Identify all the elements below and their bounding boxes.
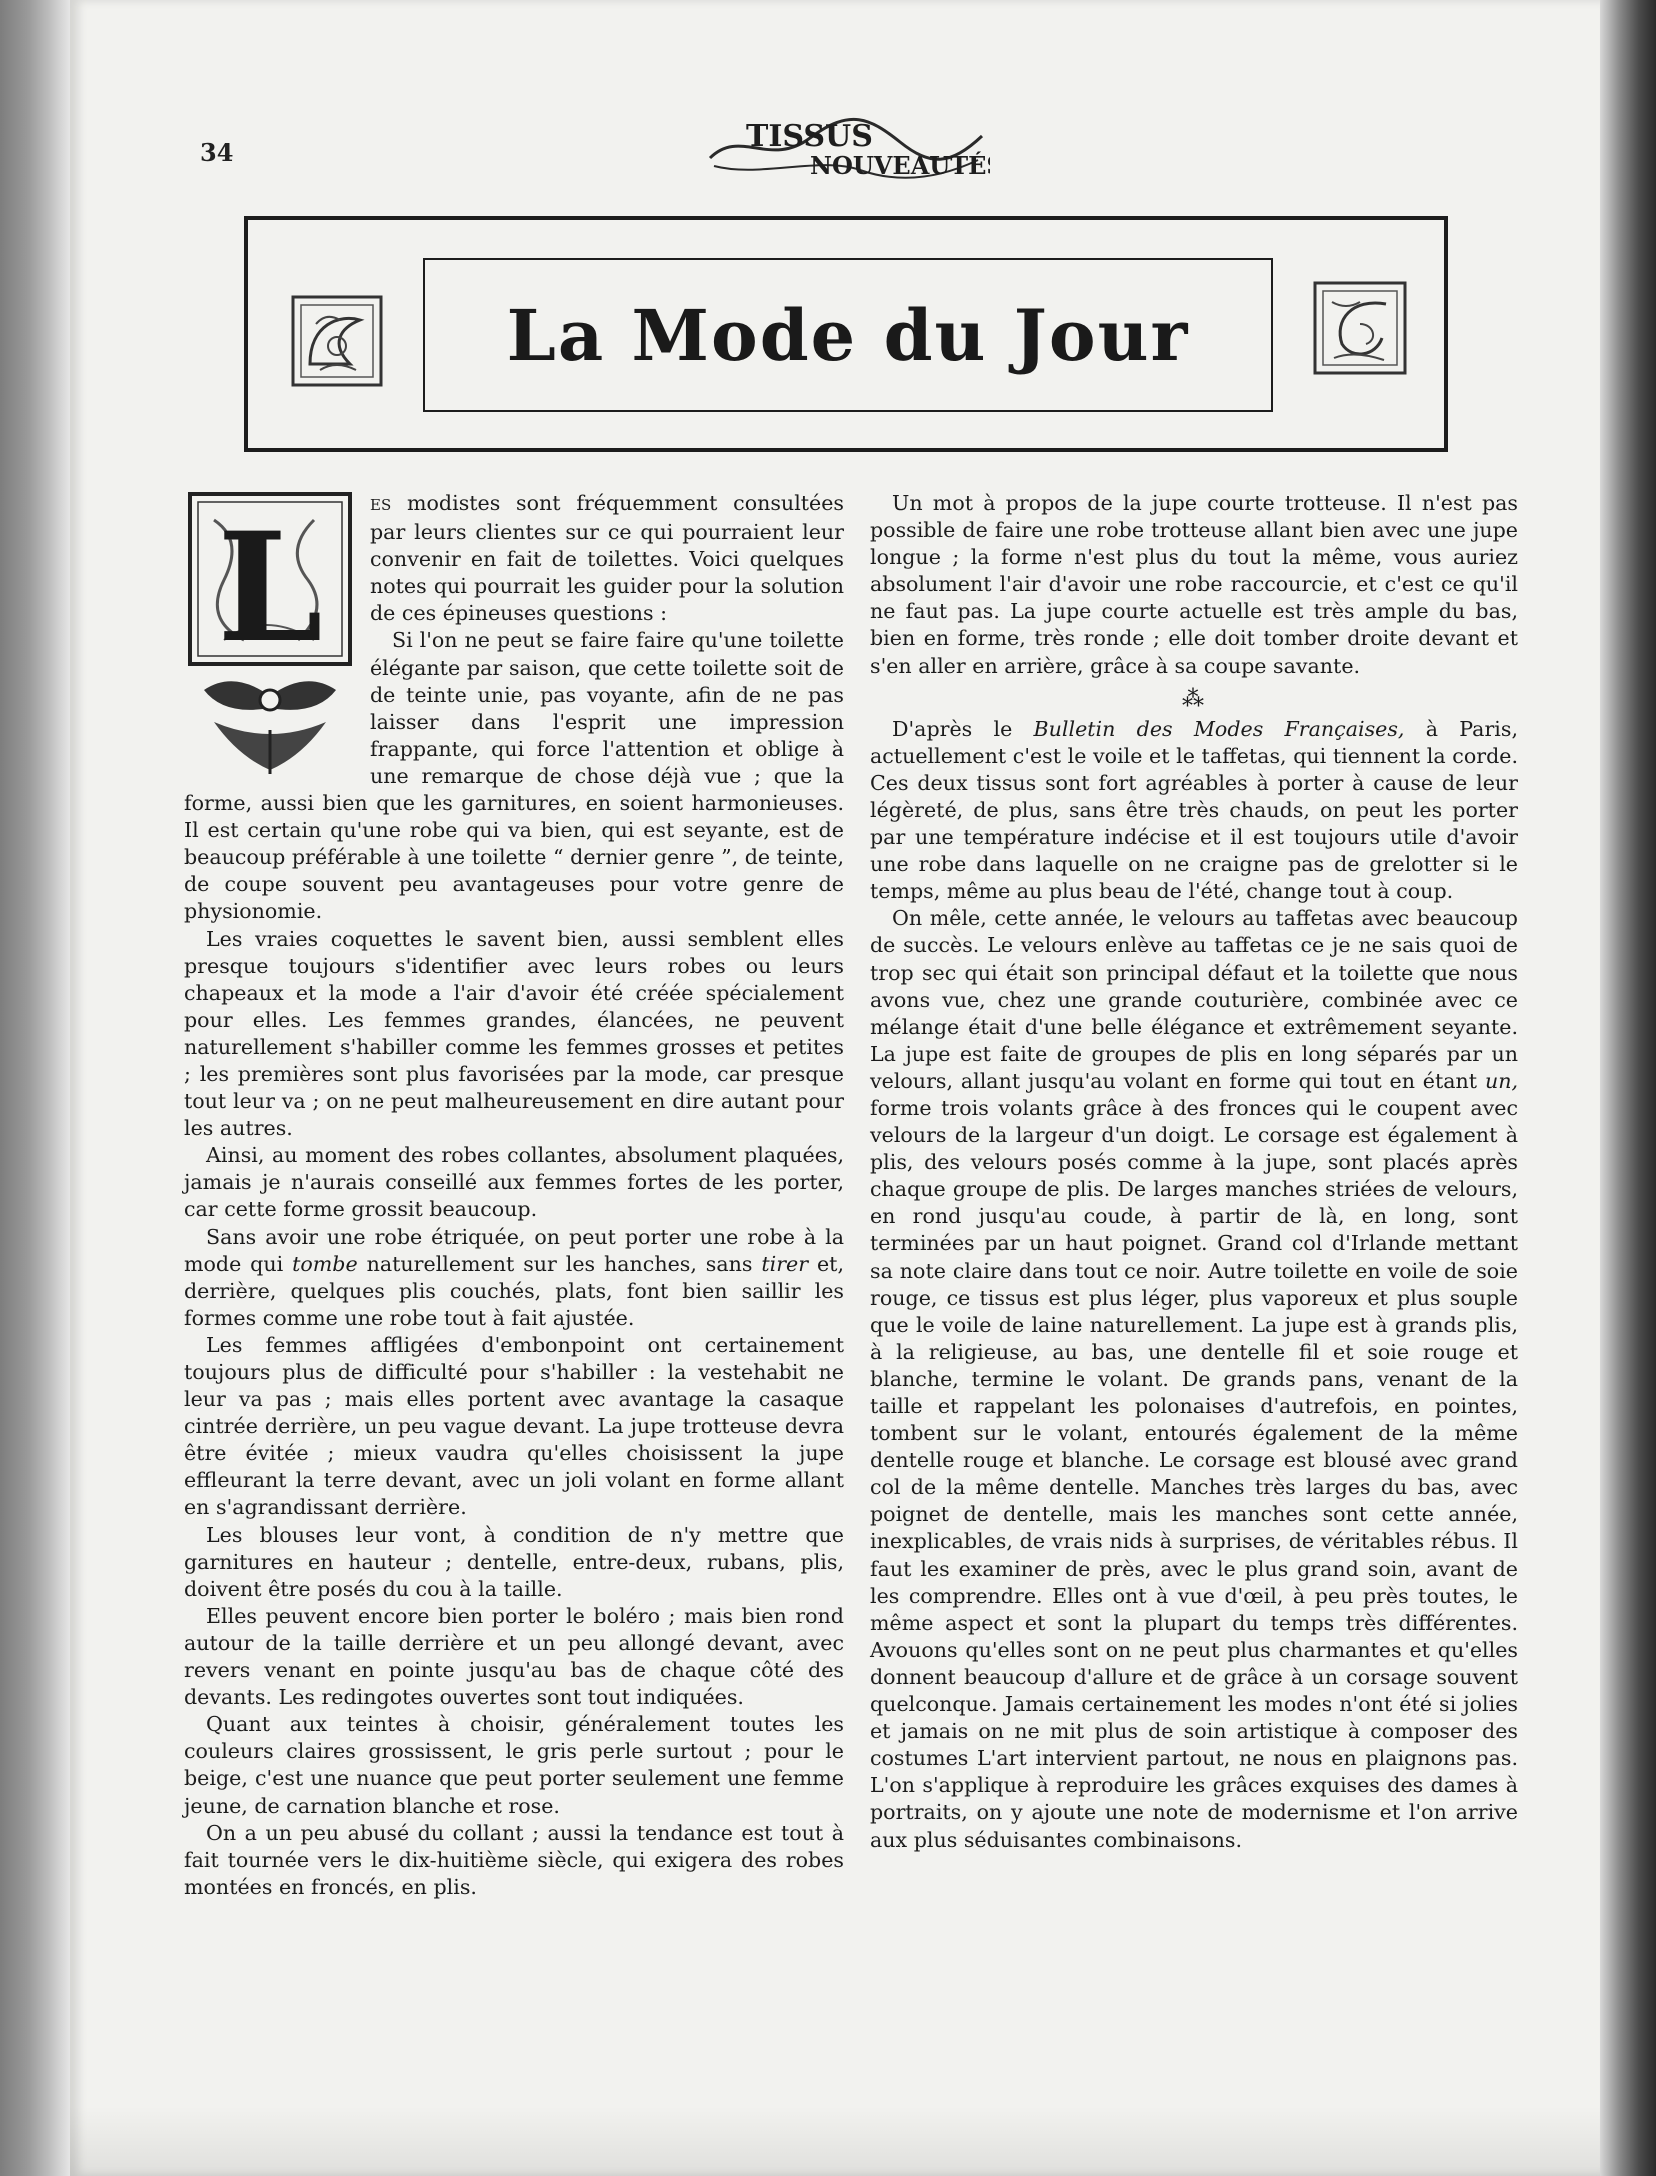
paragraph-text: Sans avoir une robe étriquée, on peut porter une robe à la mode qui (184, 1224, 844, 1276)
article-right-column (870, 490, 1518, 1854)
emphasis-text: Bulletin des Modes Françaises, (1033, 716, 1405, 741)
paragraph: On a un peu abusé du collant ; aussi la tendance est tout à fait tournée vers le dix-huitième siècle, qui exigera des robes montées en froncés, en plis. (184, 1820, 844, 1899)
paragraph: Ainsi, au moment des robes collantes, absolument plaquées, jamais je n'aurais conseillé aux femmes fortes de les porter, car cette forme grossit beaucoup. (184, 1143, 844, 1222)
paragraph (184, 1224, 844, 1332)
masthead-logo (700, 108, 990, 182)
ornamental-drop-cap-icon (184, 490, 356, 778)
article-title: La Mode du Jour (506, 293, 1190, 377)
paragraph: Les blouses leur vont, à condition de n'y mettre que garnitures en hauteur ; dentelle, entre-deux, rubans, plis, doivent être posés du cou à la taille. (184, 1522, 844, 1601)
paragraph-text: et, derrière, quelques plis couchés, plats, font bien saillir les formes comme une robe tout à fait ajustée. (184, 1251, 844, 1330)
paragraph-text: forme trois volants grâce à des fronces qui le coupent avec velours de la largeur d'un doigt. Le corsage est également à plis, des velours posés comme à la jupe, sont placés après chaque groupe de plis. De larges manches striées de velours, en rond jusqu'au coude, à partir de là, en long, sont terminées par un haut poignet. Grand col d'Irlande mettant sa note claire dans tout ce noir. Autre toilette en voile de soie rouge, ce tissus est plus léger, plus vaporeux et plus souple que le voile de laine naturellement. La jupe est à grands plis, à la religieuse, au bas, une dentelle fil et soie rouge et blanche, termine le volant. De grands pans, venant de la taille et rappelant les polonaises d'autrefois, en pointes, tombent sur le volant, entourés également de la même dentelle rouge et blanche. Le corsage est blousé avec grand col de la même dentelle. Manches très larges du bas, avec poignet de dentelle, mais les manches sont cette année, inexplicables, de vrais nids à surprises, de véritables rébus. Il faut les examiner de près, avec le plus grand soin, avant de les comprendre. Elles ont à vue d'œil, à peu près toutes, le même aspect et sont la plupart du temps très différentes. Avouons qu'elles sont on ne peut plus charmantes et qu'elles donnent beaucoup d'allure et de grâce à un corsage souvent quelconque. Jamais certainement les modes n'ont été si jolies et jamais on ne mit plus de soin artistique à composer des costumes L'art intervient partout, ne nous en plaignons pas. L'on s'applique à reproduire les grâces exquises des dames à portraits, on y ajoute une note de modernisme et l'on arrive aux plus séduisantes combinaisons. (870, 1095, 1518, 1852)
paragraph-text: à Paris, actuellement c'est le voile et le taffetas, qui tiennent la corde. Ces deux tissus sont fort agréables à porter à cause de leur légèreté, de plus, sans être très chauds, on peut les porter par une température indécise et il est toujours utile d'avoir une robe dans laquelle on ne craigne pas de grelotter si le temps, même au plus beau de l'été, change tout à coup. (870, 716, 1518, 904)
small-caps-lead: ES (370, 496, 392, 514)
page-number: 34 (200, 138, 234, 167)
paragraph: Quant aux teintes à choisir, généralement toutes les couleurs claires grossissent, le gris perle surtout ; pour le beige, c'est une nuance que peut porter seulement une femme jeune, de carnation blanche et rose. (184, 1712, 844, 1818)
book-page-stack-right-edge (1600, 0, 1656, 2176)
paragraph-text: On mêle, cette année, le velours au taffetas avec beaucoup de succès. Le velours enlève au taffetas ce je ne sais quoi de trop sec qui était son principal défaut et la toilette que nous avons vue, chez une grande couturière, combinée avec ce mélange était d'une belle élégance et extrêmement seyante. La jupe est faite de groupes de plis en long séparés par un velours, allant jusqu'au volant en forme qui tout en étant (870, 906, 1518, 1093)
paragraph (870, 716, 1518, 906)
paragraph: Les vraies coquettes le savent bien, aussi semblent elles presque toujours s'identifier avec leurs robes ou leurs chapeaux et la mode a l'air d'avoir été créée spécialement pour elles. Les femmes grandes, élancées, ne peuvent naturellement s'habiller comme les femmes grosses et petites ; les premières sont plus favorisées par la mode, car presque tout leur va ; on ne peut malheureusement en dire autant pour les autres. (184, 926, 844, 1141)
decorative-ornament-left-icon (290, 294, 384, 388)
paragraph: Les femmes affligées d'embonpoint ont certainement toujours plus de difficulté pour s'habiller : la vestehabit ne leur va pas ; mais elles portent avec avantage la casaque cintrée derrière, un peu vague devant. La jupe trotteuse devra être évitée ; mieux vaudra qu'elles choisissent la jupe effleurant la terre devant, avec un joli volant en forme allant en s'agrandissant derrière. (184, 1332, 844, 1520)
paragraph-text: D'après le (892, 716, 1013, 741)
paragraph: Si l'on ne peut se faire faire qu'une toilette élégante par saison, que cette toilette soit de de teinte unie, pas voyante, afin de ne pas laisser dans l'esprit une impression frappante, qui force l'attention et oblige à une remarque de chose déjà vue ; que la forme, aussi bien que les garnitures, en soient harmonieuses. Il est certain qu'une robe qui va bien, qui est seyante, est de beaucoup préférable à une toilette “ dernier genre ”, de teinte, de coupe souvent peu avantageuses pour votre genre de physionomie. (184, 628, 844, 924)
drop-cap-letter: L (217, 500, 323, 676)
decorative-ornament-right-icon (1312, 280, 1408, 376)
paragraph-text: modistes sont fréquemment consultées par leurs clientes sur ce qui pourraient leur convenir en fait de toilettes. Voici quelques notes qui pourrait les guider pour la solution de ces épineuses questions : (370, 491, 844, 626)
paragraph-text: naturellement sur les hanches, sans (366, 1251, 753, 1276)
paragraph: Elles peuvent encore bien porter le boléro ; mais bien rond autour de la taille derrière et un peu allongé devant, avec revers venant en pointe jusqu'au bas de chaque côté des devants. Les redingotes ouvertes sont tout indiquées. (184, 1603, 844, 1710)
masthead-line-2: NOUVEAUTÉS (810, 151, 990, 180)
emphasis-text: tirer (761, 1251, 809, 1276)
masthead-line-1: TISSUS (746, 119, 873, 154)
section-separator: ⁂ (1182, 686, 1206, 712)
article-left-column (184, 490, 844, 1901)
paragraph (870, 905, 1518, 1853)
emphasis-text: un, (1484, 1068, 1519, 1093)
title-box (423, 258, 1273, 412)
emphasis-text: tombe (292, 1251, 358, 1276)
book-spine-left-edge (0, 0, 70, 2176)
masthead-logo-graphic (700, 108, 990, 182)
page-shadow (70, 2106, 1600, 2176)
paragraph: Un mot à propos de la jupe courte trotteuse. Il n'est pas possible de faire une robe trotteuse allant bien avec une jupe longue ; la forme n'est plus du tout la même, vous auriez absolument l'air d'avoir une robe raccourcie, et c'est ce qu'il ne faut pas. La jupe courte actuelle est très ample du bas, bien en forme, très ronde ; elle doit tomber droite devant et s'en aller en arrière, grâce à sa coupe savante. (870, 491, 1518, 678)
